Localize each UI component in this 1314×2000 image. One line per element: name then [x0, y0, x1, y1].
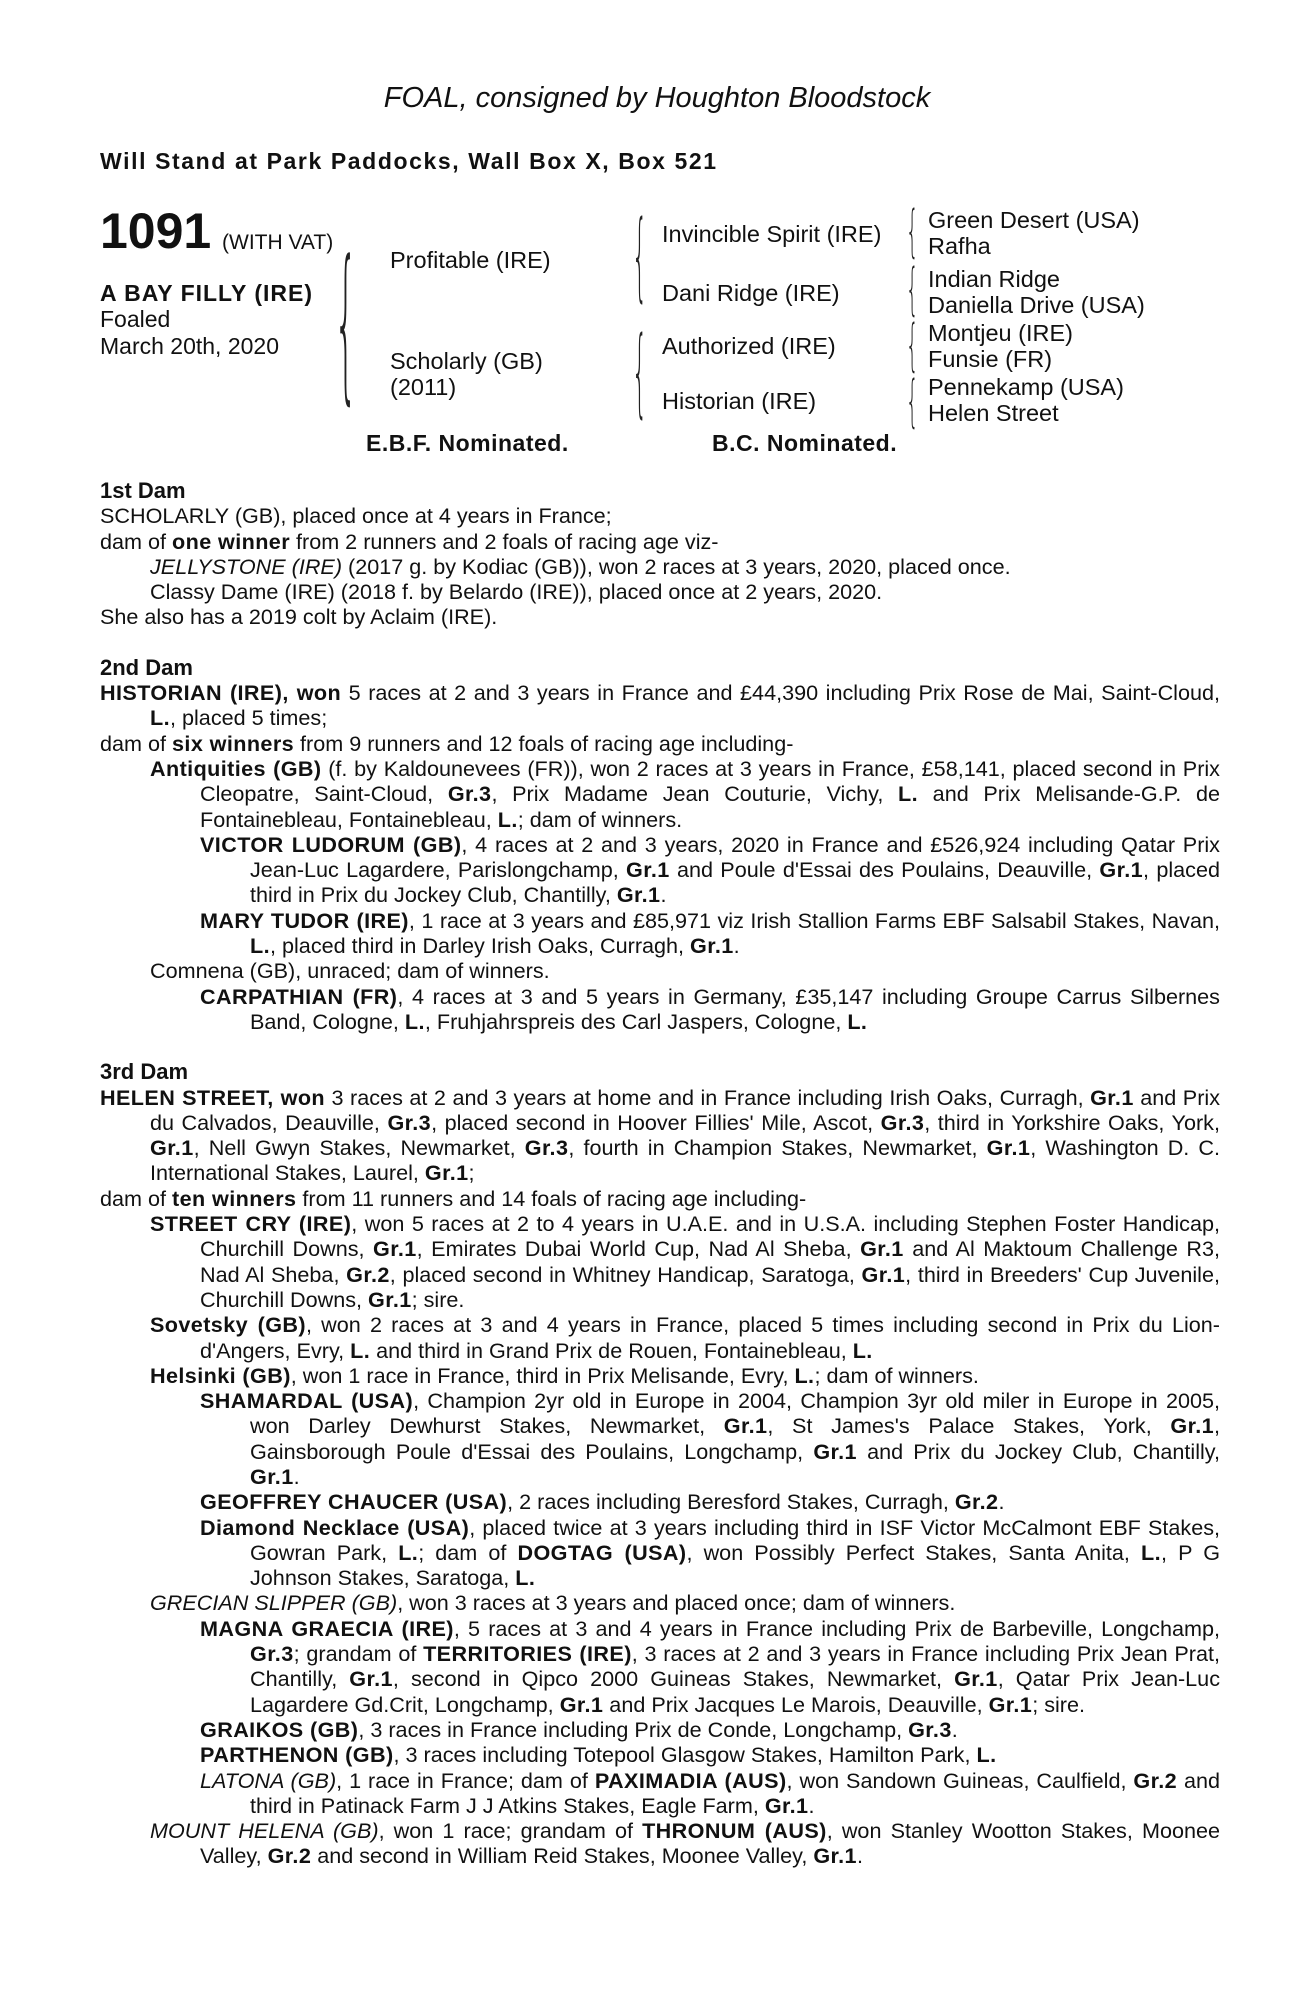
text-run: Gr.1 [986, 1135, 1031, 1161]
text-run: , fourth in Champion Stakes, Newmarket, [568, 1135, 987, 1161]
text-run: L. [1141, 1539, 1162, 1565]
text-run: , second in Qipco 2000 Guineas Stakes, Newmarket, [392, 1666, 955, 1692]
text-run: Gr.1 [1170, 1413, 1215, 1439]
text-run: L. [794, 1362, 815, 1388]
text-run: L. [852, 1337, 873, 1363]
text-run: , placed second in Whitney Handicap, Saratoga, [389, 1261, 862, 1287]
second-dam-line [100, 832, 1220, 908]
foaled-date: March 20th, 2020 [100, 333, 280, 359]
text-run: 5 races at 2 and 3 years in France and £44,390 including Prix Rose de Mai, Saint-Cloud, [341, 680, 1220, 706]
text-run: from 9 runners and 12 foals of racing age including- [294, 730, 794, 756]
text-run: , won Sandown Guineas, Caulfield, [786, 1767, 1134, 1793]
lot-number: 1091 [100, 203, 212, 259]
third-dam-line [100, 1388, 1220, 1489]
text-run: L. [497, 806, 518, 832]
text-run: Gr.3 [880, 1109, 925, 1135]
text-run: , 3 races including Totepool Glasgow Stakes, Hamilton Park, [393, 1742, 977, 1768]
text-run: L. [398, 1539, 419, 1565]
text-run: six winners [172, 730, 295, 756]
pedigree-brace: { [906, 199, 919, 264]
third-dam-line [100, 1085, 1220, 1186]
text-run: , 4 races at 3 and 5 years in Germany, £35,147 including Groupe Carrus Silbernes Band, Cologne, [250, 983, 1220, 1034]
text-run: . [951, 1716, 958, 1742]
text-run: , won 3 races at 3 years and placed once; dam of winners. [397, 1590, 956, 1616]
second-dam-line [100, 756, 1220, 832]
text-run: Gr.1 [250, 1463, 294, 1489]
sire-name: Profitable (IRE) [390, 247, 551, 273]
text-run: , won Stanley Wootton Stakes, Moonee Valley, [200, 1818, 1220, 1869]
text-run: Gr.1 [424, 1160, 469, 1186]
text-run: Gr.3 [908, 1716, 952, 1742]
text-run: Gr.3 [447, 781, 492, 807]
text-run: ; dam of [418, 1539, 518, 1565]
text-run: ; dam of winners. [814, 1362, 979, 1388]
text-run: Gr.1 [368, 1286, 412, 1312]
text-run: from 11 runners and 14 foals of racing age including- [296, 1185, 807, 1211]
text-run: , won 2 races at 3 and 4 years in France, placed 5 times including second in Prix du Lion-d'Angers, Evry, [200, 1312, 1220, 1363]
dam-year: (2011) [390, 374, 457, 400]
text-run: L. [898, 781, 918, 807]
text-run: Gr.1 [349, 1666, 393, 1692]
first-dam-line [100, 604, 1220, 629]
text-run: L. [350, 1337, 371, 1363]
text-run: Gr.1 [616, 882, 661, 908]
third-dam-line [100, 1768, 1220, 1819]
text-run: and second in William Reid Stakes, Moonee Valley, [311, 1843, 814, 1869]
text-run: and Prix Melisande-G.P. de Fontainebleau, Fontainebleau, [200, 781, 1220, 832]
text-run: , 3 races at 2 and 3 years in France including Prix Jean Prat, Chantilly, [250, 1641, 1220, 1692]
text-run: GRAIKOS (GB) [200, 1716, 359, 1742]
text-run: TERRITORIES (IRE) [423, 1641, 632, 1667]
text-run: Gr.2 [954, 1489, 999, 1515]
sd-dam: Daniella Drive (USA) [928, 292, 1145, 318]
first-dam-heading: 1st Dam [100, 478, 186, 503]
text-run: , Emirates Dubai World Cup, Nad Al Sheba, [416, 1236, 861, 1262]
text-run: L. [515, 1565, 536, 1591]
text-run: GEOFFREY CHAUCER (USA) [200, 1489, 508, 1515]
text-run: L. [847, 1008, 868, 1034]
text-run: ; grandam of [293, 1641, 424, 1667]
text-run: , 4 races at 2 and 3 years, 2020 in France and £526,924 including Qatar Prix Jean-Luc Lagardere, Parislongchamp, [250, 831, 1220, 883]
text-run: , placed second in Hoover Fillies' Mile, Ascot, [431, 1109, 881, 1135]
spacer [100, 630, 1220, 655]
dam-sire: Authorized (IRE) [662, 333, 836, 359]
text-run: HELEN STREET, won [100, 1084, 325, 1110]
text-run: Gr.1 [1099, 857, 1144, 883]
first-dam-line [100, 529, 1220, 554]
text-run: , Champion 2yr old in Europe in 2004, Champion 3yr old miler in Europe in 2005, won Darley Dewhurst Stakes, Newmarket, [250, 1388, 1220, 1439]
text-run: Gr.2 [346, 1261, 390, 1287]
text-run: Gr.1 [860, 1236, 904, 1262]
text-run: , won 1 race in France, third in Prix Melisande, Evry, [290, 1362, 795, 1388]
text-run: ten winners [172, 1185, 297, 1211]
text-run: Gr.1 [764, 1792, 809, 1818]
third-dam-line [100, 1818, 1220, 1869]
ss-dam: Rafha [928, 233, 991, 259]
text-run: , placed 5 times; [170, 705, 328, 731]
pedigree-brace: { [632, 200, 648, 312]
text-run: and Prix du Jockey Club, Chantilly, [856, 1438, 1220, 1464]
text-run: Classy Dame (IRE) (2018 f. by Belardo (IRE)), placed once at 2 years, 2020. [150, 579, 883, 605]
first-dam-line [100, 579, 1220, 604]
ebf-nomination: E.B.F. Nominated. [366, 430, 569, 456]
catalogue-heading: FOAL, consigned by Houghton Bloodstock [383, 82, 931, 114]
text-run: Sovetsky (GB) [150, 1312, 306, 1338]
third-dam-line [100, 1616, 1220, 1717]
text-run: L. [404, 1008, 425, 1034]
third-dam-line [100, 1186, 1220, 1211]
text-run: Helsinki (GB) [150, 1362, 291, 1388]
text-run: HISTORIAN (IRE), won [100, 680, 342, 706]
second-dam-line [100, 680, 1220, 731]
text-run: and Prix du Calvados, Deauville, [150, 1084, 1221, 1135]
text-run: . [856, 1843, 863, 1869]
text-run: ; sire. [411, 1286, 465, 1312]
text-run: Gr.1 [723, 1413, 768, 1439]
text-run: one winner [172, 528, 290, 554]
dd-sire: Pennekamp (USA) [928, 374, 1124, 400]
text-run: . [660, 882, 667, 908]
sire-dam: Dani Ridge (IRE) [662, 280, 840, 306]
text-run: Gr.3 [250, 1641, 294, 1667]
third-dam-line [100, 1742, 1220, 1767]
text-run: Gr.1 [813, 1843, 857, 1869]
vat-note: (WITH VAT) [222, 231, 334, 254]
text-run: dam of [100, 730, 173, 756]
ds-dam: Funsie (FR) [928, 346, 1053, 372]
text-run: , P G Johnson Stakes, Saratoga, [250, 1539, 1220, 1591]
text-run: L. [976, 1742, 997, 1768]
third-dam-line [100, 1489, 1220, 1514]
text-run: and third in Grand Prix de Rouen, Fontainebleau, [370, 1337, 853, 1363]
text-run: GRECIAN SLIPPER (GB) [150, 1590, 398, 1616]
text-run: from 2 runners and 2 foals of racing age viz- [290, 528, 719, 554]
text-run: (f. by Kaldounevees (FR)), won 2 races at 3 years in France, £58,141, placed second in Prix Cleopatre, Saint-Cloud, [200, 755, 1220, 807]
text-run: , St James's Palace Stakes, York, [767, 1413, 1171, 1439]
text-run: , placed twice at 3 years including third in ISF Victor McCalmont EBF Stakes, Gowran Park, [250, 1514, 1221, 1565]
text-run: . [808, 1792, 815, 1818]
text-run: and third in Patinack Farm J J Atkins Stakes, Eagle Farm, [250, 1767, 1221, 1818]
text-run: , Gainsborough Poule d'Essai des Poulains, Longchamp, [250, 1413, 1221, 1464]
text-run: and Al Maktoum Challenge R3, Nad Al Sheba, [200, 1236, 1220, 1287]
text-run: MAGNA GRAECIA (IRE) [200, 1615, 454, 1641]
text-run: DOGTAG (USA) [517, 1539, 687, 1565]
text-run: ; sire. [1032, 1691, 1086, 1717]
pedigree-brace: { [906, 257, 919, 322]
third-dam-line [100, 1515, 1220, 1591]
dam-name: Scholarly (GB) [390, 348, 543, 374]
dam-dam: Historian (IRE) [662, 388, 817, 414]
text-run: Gr.1 [373, 1236, 417, 1262]
text-run: Gr.1 [626, 857, 670, 883]
text-run: Antiquities (GB) [150, 755, 322, 781]
text-run: L. [250, 933, 270, 959]
text-run: dam of [100, 1185, 173, 1211]
text-run: Gr.2 [1133, 1767, 1178, 1793]
text-run: SCHOLARLY (GB), placed once at 4 years in France; [100, 503, 612, 529]
text-run: THRONUM (AUS) [642, 1818, 827, 1844]
text-run: , placed third in Darley Irish Oaks, Curragh, [270, 933, 691, 959]
second-dam-heading: 2nd Dam [100, 654, 193, 680]
text-run: Gr.1 [813, 1438, 857, 1464]
ss-sire: Green Desert (USA) [928, 207, 1140, 233]
text-run: (2017 g. by Kodiac (GB)), won 2 races at 3 years, 2020, placed once. [342, 553, 1011, 579]
text-run: STREET CRY (IRE) [150, 1211, 352, 1237]
text-run: Gr.3 [524, 1135, 569, 1161]
text-run: MOUNT HELENA (GB) [150, 1818, 379, 1844]
text-run: LATONA (GB) [200, 1767, 337, 1793]
text-run: , won Possibly Perfect Stakes, Santa Anita, [686, 1539, 1142, 1565]
text-run: , Fruhjahrspreis des Carl Jaspers, Cologne, [424, 1008, 848, 1034]
text-run: and Poule d'Essai des Poulains, Deauville, [669, 857, 1100, 883]
text-run: and Prix Jacques Le Marois, Deauville, [603, 1691, 989, 1717]
text-run: , 1 race at 3 years and £85,971 viz Irish Stallion Farms EBF Salsabil Stakes, Navan, [408, 907, 1220, 933]
produce-record [100, 478, 1220, 1869]
text-run: She also has a 2019 colt by Aclaim (IRE). [100, 604, 498, 630]
third-dam-line [100, 1312, 1220, 1363]
text-run: , Prix Madame Jean Couturie, Vichy, [491, 781, 898, 807]
text-run: Comnena (GB), unraced; dam of winners. [150, 958, 550, 984]
second-dam-line [100, 984, 1220, 1035]
text-run: PAXIMADIA (AUS) [594, 1767, 787, 1793]
text-run: , placed third in Prix du Jockey Club, Chantilly, [250, 857, 1220, 908]
pedigree-brace: { [906, 369, 919, 434]
text-run: Gr.1 [954, 1666, 998, 1692]
text-run: PARTHENON (GB) [200, 1742, 394, 1768]
text-run: Gr.1 [150, 1135, 194, 1161]
text-run: Gr.1 [861, 1261, 906, 1287]
text-run: Gr.1 [1090, 1084, 1134, 1110]
bc-nomination: B.C. Nominated. [712, 430, 898, 456]
text-run: , 5 races at 3 and 4 years in France including Prix de Barbeville, Longchamp, [453, 1615, 1220, 1641]
text-run: Gr.2 [267, 1843, 312, 1869]
third-dam-line [100, 1717, 1220, 1742]
text-run: dam of [100, 528, 173, 554]
lot-name: A BAY FILLY (IRE) [100, 280, 313, 306]
second-dam-line [100, 958, 1220, 983]
text-run: CARPATHIAN (FR) [200, 983, 398, 1009]
second-dam-line [100, 731, 1220, 756]
text-run: ; [468, 1160, 475, 1186]
first-dam-line [100, 554, 1220, 579]
text-run: , third in Yorkshire Oaks, York, [924, 1109, 1220, 1135]
text-run: , won 1 race; grandam of [378, 1818, 643, 1844]
text-run: JELLYSTONE (IRE) [150, 553, 343, 579]
text-run: Gr.1 [690, 933, 734, 959]
text-run: SHAMARDAL (USA) [200, 1388, 414, 1414]
text-run: . [998, 1489, 1005, 1515]
text-run: , third in Breeders' Cup Juvenile, Churchill Downs, [200, 1261, 1220, 1312]
spacer [100, 1034, 1220, 1059]
text-run: Gr.1 [559, 1691, 604, 1717]
third-dam-heading: 3rd Dam [100, 1059, 189, 1085]
foaled-label: Foaled [100, 306, 171, 332]
sd-sire: Indian Ridge [928, 266, 1060, 292]
pedigree-brace: { [906, 313, 919, 378]
sire-sire: Invincible Spirit (IRE) [662, 221, 882, 247]
text-run: ; dam of winners. [517, 806, 683, 832]
third-dam-line [100, 1363, 1220, 1388]
pedigree-brace: { [632, 316, 648, 428]
text-run: , 1 race in France; dam of [336, 1767, 595, 1793]
text-run: , won 5 races at 2 to 4 years in U.A.E. and in U.S.A. including Stephen Foster Handicap, Churchill Downs, [200, 1211, 1220, 1262]
dd-dam: Helen Street [928, 400, 1059, 426]
third-dam-line [100, 1590, 1220, 1615]
text-run: , 2 races including Beresford Stakes, Curragh, [507, 1489, 955, 1515]
text-run: . [733, 933, 740, 959]
third-dam-line [100, 1211, 1220, 1312]
text-run: , Nell Gwyn Stakes, Newmarket, [193, 1135, 525, 1161]
pedigree-brace: { [334, 224, 358, 420]
first-dam-line [100, 503, 1220, 528]
text-run: Gr.1 [988, 1691, 1033, 1717]
text-run: . [293, 1463, 300, 1489]
text-run: , Washington D. C. International Stakes, Laurel, [150, 1135, 1221, 1186]
text-run: L. [150, 705, 170, 731]
text-run: MARY TUDOR (IRE) [200, 907, 409, 933]
text-run: , 3 races in France including Prix de Conde, Longchamp, [358, 1716, 909, 1742]
text-run: VICTOR LUDORUM (GB) [200, 831, 462, 857]
text-run: 3 races at 2 and 3 years at home and in France including Irish Oaks, Curragh, [325, 1084, 1091, 1110]
stand-location: Will Stand at Park Paddocks, Wall Box X, Box 521 [100, 148, 718, 174]
ds-sire: Montjeu (IRE) [928, 320, 1073, 346]
text-run: , Qatar Prix Jean-Luc Lagardere Gd.Crit, Longchamp, [250, 1666, 1220, 1717]
text-run: Gr.3 [387, 1109, 432, 1135]
text-run: Diamond Necklace (USA) [200, 1514, 470, 1540]
second-dam-line [100, 908, 1220, 959]
